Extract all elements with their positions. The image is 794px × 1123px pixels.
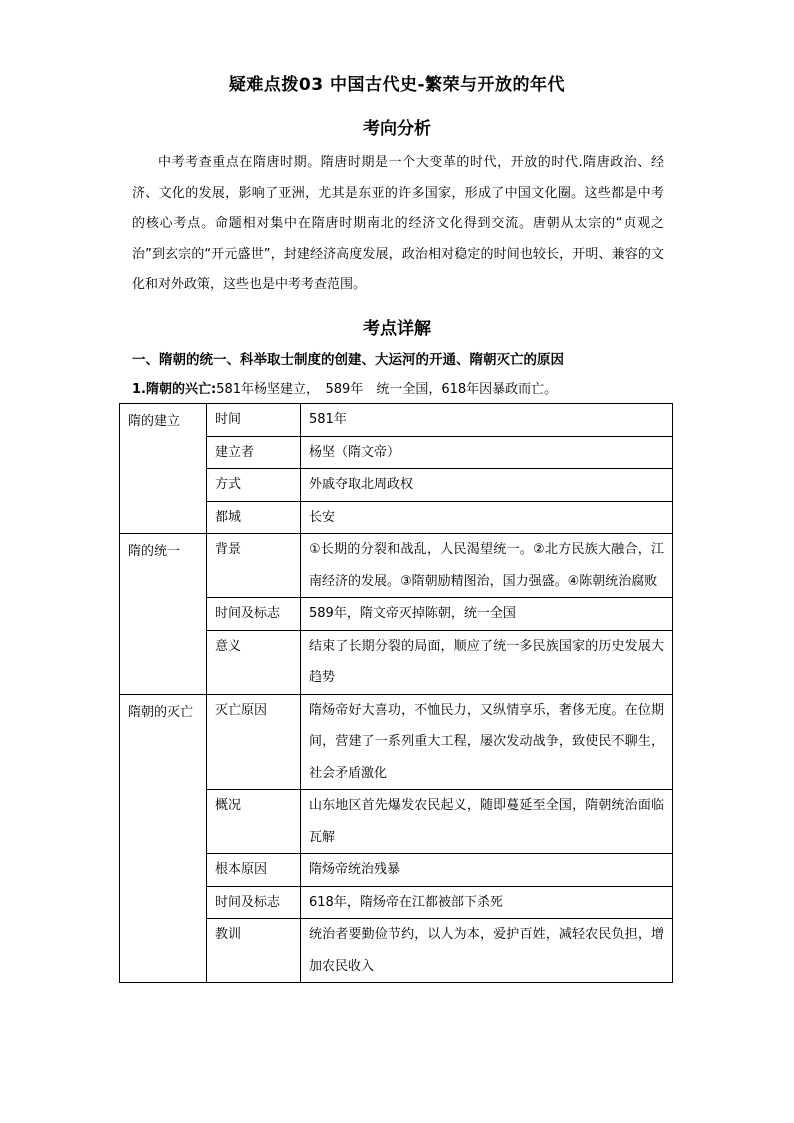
analysis-paragraph-block: [132, 148, 664, 301]
sui-dynasty-table: [119, 403, 673, 983]
row-key: 灭亡原因: [207, 694, 301, 790]
table-row: [120, 534, 673, 598]
row-value: ①长期的分裂和战乱，人民渴望统一。②北方民族大融合，江南经济的发展。③隋朝励精图治，国力强盛。④陈朝统治腐败: [301, 534, 673, 598]
table-row: [120, 404, 673, 437]
row-value: 618年，隋炀帝在江都被部下杀死: [301, 886, 673, 919]
group-label: 隋的建立: [120, 404, 207, 534]
row-key: 时间及标志: [207, 886, 301, 919]
subsection1-line: [132, 378, 557, 397]
row-value: 581年: [301, 404, 673, 437]
row-value: 外戚夺取北周政权: [301, 469, 673, 502]
row-key: 教训: [207, 919, 301, 983]
row-value: 统治者要勤俭节约，以人为本，爱护百姓，减轻农民负担，增加农民收入: [301, 919, 673, 983]
row-value: 杨坚（隋文帝）: [301, 436, 673, 469]
analysis-heading: 考向分析: [363, 119, 431, 139]
analysis-paragraph: 中考考查重点在隋唐时期。隋唐时期是一个大变革的时代，开放的时代.隋唐政治、经济、文化的发展，影响了亚洲，尤其是东亚的许多国家，形成了中国文化圈。这些都是中考的核心考点。命题相对集中在隋唐时期南北的经济文化得到交流。唐朝从太宗的“贞观之治”到玄宗的“开元盛世”，封建经济高度发展，政治相对稳定的时间也较长，开明、兼容的文化和对外政策，这些也是中考考查范围。: [132, 155, 664, 292]
row-key: 时间及标志: [207, 598, 301, 631]
row-value: 隋炀帝好大喜功，不恤民力，又纵情享乐，奢侈无度。在位期间，营建了一系列重大工程，屡次发动战争，致使民不聊生，社会矛盾激化: [301, 694, 673, 790]
row-key: 方式: [207, 469, 301, 502]
subsection1-text: 581年杨坚建立， 589年 统一全国，618年因暴政而亡。: [216, 382, 558, 397]
row-key: 背景: [207, 534, 301, 598]
row-key: 时间: [207, 404, 301, 437]
row-key: 建立者: [207, 436, 301, 469]
row-value: 结束了长期分裂的局面，顺应了统一多民族国家的历史发展大趋势: [301, 630, 673, 694]
section1-title: 一、隋朝的统一、科举取士制度的创建、大运河的开通、隋朝灭亡的原因: [132, 352, 564, 368]
group-label: 隋朝的灭亡: [120, 694, 207, 983]
row-value: 隋炀帝统治残暴: [301, 854, 673, 887]
row-key: 都城: [207, 501, 301, 534]
group-label: 隋的统一: [120, 534, 207, 695]
row-key: 概况: [207, 790, 301, 854]
document-title: 疑难点拨03 中国古代史-繁荣与开放的年代: [228, 75, 566, 95]
row-value: 山东地区首先爆发农民起义，随即蔓延至全国，隋朝统治面临瓦解: [301, 790, 673, 854]
subsection1-label: 1.隋朝的兴亡:: [132, 382, 217, 397]
table-row: [120, 694, 673, 790]
details-heading: 考点详解: [363, 319, 431, 339]
row-value: 长安: [301, 501, 673, 534]
row-value: 589年，隋文帝灭掉陈朝，统一全国: [301, 598, 673, 631]
row-key: 根本原因: [207, 854, 301, 887]
row-key: 意义: [207, 630, 301, 694]
